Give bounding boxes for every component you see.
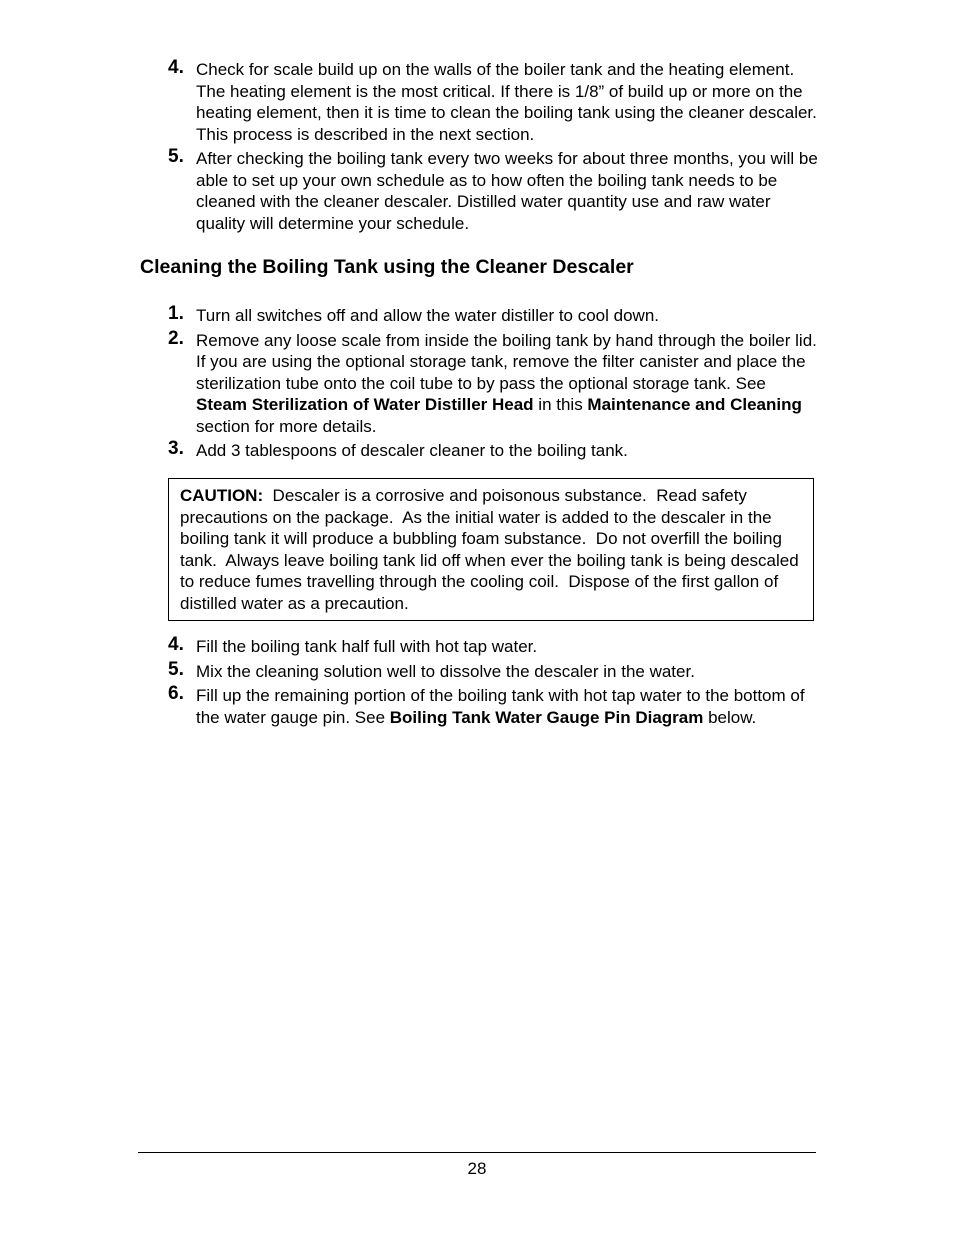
footer-divider <box>138 1152 816 1153</box>
step-number: 2. <box>168 327 184 349</box>
list-item <box>168 327 818 438</box>
list-item <box>168 305 818 327</box>
step-text: Turn all switches off and allow the water distiller to cool down. <box>196 306 660 325</box>
descaler-steps-list-continued <box>168 636 818 731</box>
descaler-steps-list <box>168 305 818 465</box>
step-number: 5. <box>168 658 184 680</box>
reference-link-text: Maintenance and Cleaning <box>587 395 802 414</box>
step-number: 4. <box>168 634 184 655</box>
step-number: 5. <box>168 146 184 167</box>
step-text: Mix the cleaning solution well to dissolve the descaler in the water. <box>196 661 695 681</box>
reference-link-text: Boiling Tank Water Gauge Pin Diagram <box>389 707 704 727</box>
caution-box <box>168 478 814 621</box>
list-item <box>168 59 818 145</box>
maintenance-steps-list <box>168 59 818 237</box>
list-item <box>168 636 818 658</box>
list-item <box>168 440 818 462</box>
page-number: 28 <box>467 1159 487 1178</box>
step-text: Fill up the remaining portion of the boiling tank with hot tap water to the bottom of the water gauge pin. See <box>196 686 805 727</box>
list-item <box>168 148 818 234</box>
list-item <box>168 685 818 728</box>
step-number: 6. <box>168 683 184 704</box>
step-number: 1. <box>168 303 184 324</box>
step-text: Add 3 tablespoons of descaler cleaner to the boiling tank. <box>196 441 628 460</box>
step-text: Check for scale build up on the walls of the boiler tank and the heating element. The heating element is the most critical. If there is 1/8” of build up or more on the heating element, then it is time to clean the boiling tank using the cleaner descaler. This process is described in the next section. <box>196 60 817 144</box>
step-text: Remove any loose scale from inside the boiling tank by hand through the boiler lid. If you are using the optional storage tank, remove the filter canister and place the sterilization tube onto the coil tube to by pass the optional storage tank. See <box>196 330 817 393</box>
step-text: Fill the boiling tank half full with hot tap water. <box>196 637 538 656</box>
caution-text: Descaler is a corrosive and poisonous substance. Read safety precautions on the package. As the initial water is added to the descaler in the boiling tank it will produce a bubbling foam substance. Do not overfill the boiling tank. Always leave boiling tank lid off when ever the boiling tank is being descaled to reduce fumes travelling through the cooling coil. Dispose of the first gallon of distilled water as a precaution. <box>180 486 804 613</box>
step-text: below. <box>703 707 757 727</box>
step-text: After checking the boiling tank every two weeks for about three months, you will be able to set up your own schedule as to how often the boiling tank needs to be cleaned with the cleaner descaler. Distilled water quantity use and raw water quality will determine your schedule. <box>196 149 818 233</box>
step-text: section for more details. <box>196 416 377 436</box>
list-item <box>168 658 818 683</box>
step-number: 3. <box>168 438 184 459</box>
section-heading: Cleaning the Boiling Tank using the Cleaner Descaler <box>140 256 634 278</box>
caution-label: CAUTION: <box>180 486 264 505</box>
reference-link-text: Steam Sterilization of Water Distiller Head <box>196 395 534 414</box>
step-number: 4. <box>168 57 184 78</box>
step-text: in this <box>533 395 588 414</box>
